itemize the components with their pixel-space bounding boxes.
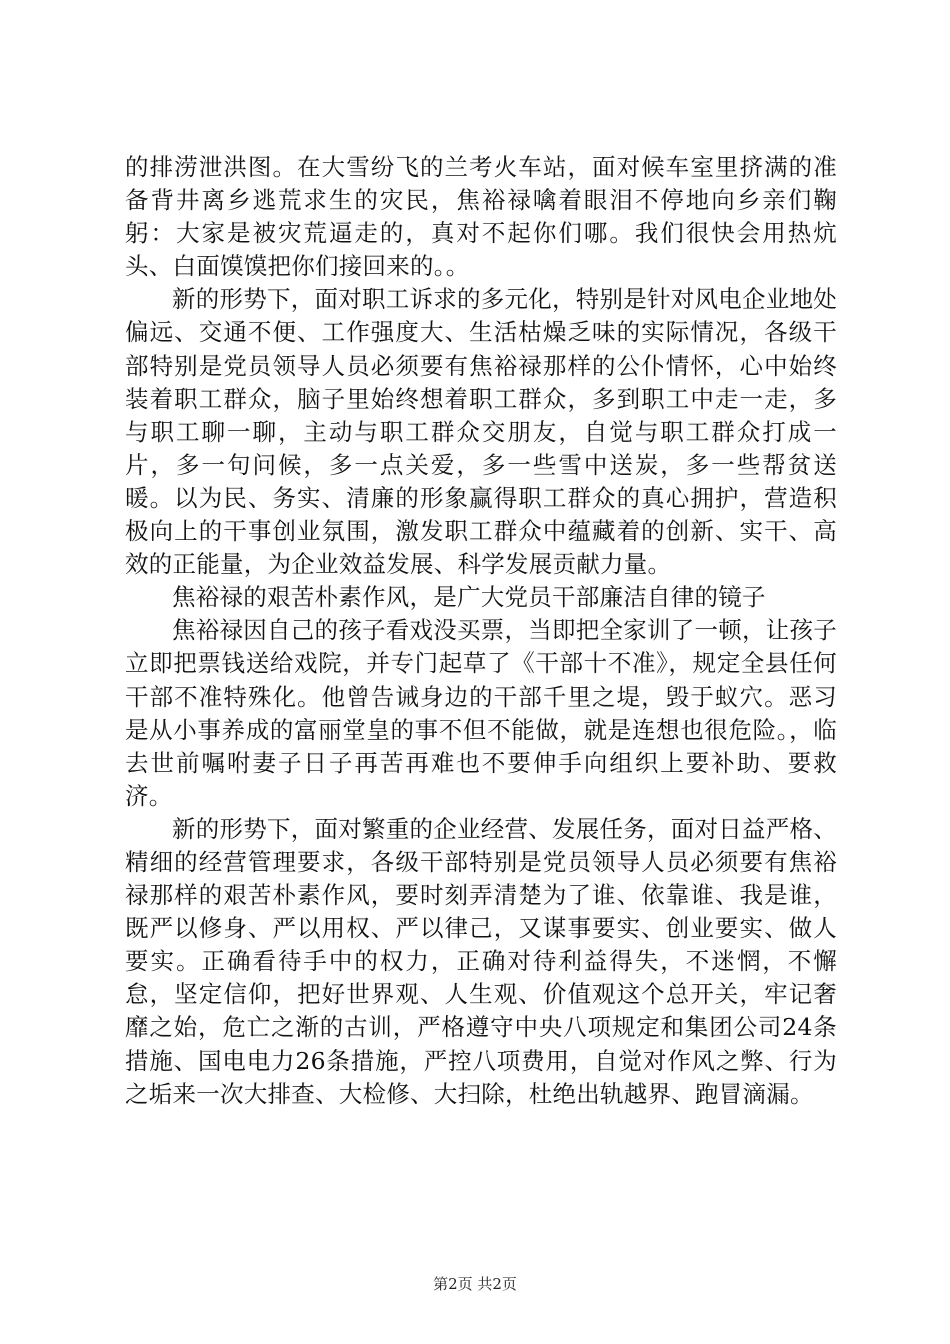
paragraph: 焦裕禄因自己的孩子看戏没买票，当即把全家训了一顿，让孩子立即把票钱送给戏院，并专门起草了《干部十不准》，规定全县任何干部不准特殊化。他曾告诫身边的干部千里之堤，毁于蚁穴。恶习是从小事养成的富丽堂皇的事不但不能做，就是连想也很危险。，临去世前嘱咐妻子日子再苦再难也不要伸手向组织上要补助、要救济。 bbox=[125, 616, 837, 810]
paragraph: 新的形势下，面对职工诉求的多元化，特别是针对风电企业地处偏远、交通不便、工作强度大、生活枯燥乏味的实际情况，各级干部特别是党员领导人员必须要有焦裕禄那样的公仆情怀，心中始终装着职工群众，脑子里始终想着职工群众，多到职工中走一走，多与职工聊一聊，主动与职工群众交朋友，自觉与职工群众打成一片，多一句问候，多一点关爱，多一些雪中送炭，多一些帮贫送暖。以为民、务实、清廉的形象赢得职工群众的真心拥护，营造积极向上的干事创业氛围，激发职工群众中蕴藏着的创新、实干、高效的正能量，为企业效益发展、科学发展贡献力量。 bbox=[125, 285, 837, 579]
paragraph: 新的形势下，面对繁重的企业经营、发展任务，面对日益严格、精细的经营管理要求，各级干部特别是党员领导人员必须要有焦裕禄那样的艰苦朴素作风，要时刻弄清楚为了谁、依靠谁、我是谁，既严以修身、严以用权、严以律己，又谋事要实、创业要实、做人要实。正确看待手中的权力，正确对待利益得失，不迷惘，不懈怠，坚定信仰，把好世界观、人生观、价值观这个总开关，牢记奢靡之始，危亡之渐的古训，严格遵守中央八项规定和集团公司24条措施、国电电力26条措施，严控八项费用，自觉对作风之弊、行为之垢来一次大排查、大检修、大扫除，杜绝出轨越界、跑冒滴漏。 bbox=[125, 814, 837, 1108]
document-body bbox=[125, 151, 837, 1111]
section-heading: 焦裕禄的艰苦朴素作风，是广大党员干部廉洁自律的镜子 bbox=[172, 583, 766, 612]
page-number-footer: 第2页 共2页 bbox=[433, 1275, 517, 1293]
paragraph-continuation: 的排涝泄洪图。在大雪纷飞的兰考火车站，面对候车室里挤满的准备背井离乡逃荒求生的灾民，焦裕禄噙着眼泪不停地向乡亲们鞠躬：大家是被灾荒逼走的，真对不起你们哪。我们很快会用热炕头、白面馍馍把你们接回来的。。 bbox=[125, 153, 837, 281]
